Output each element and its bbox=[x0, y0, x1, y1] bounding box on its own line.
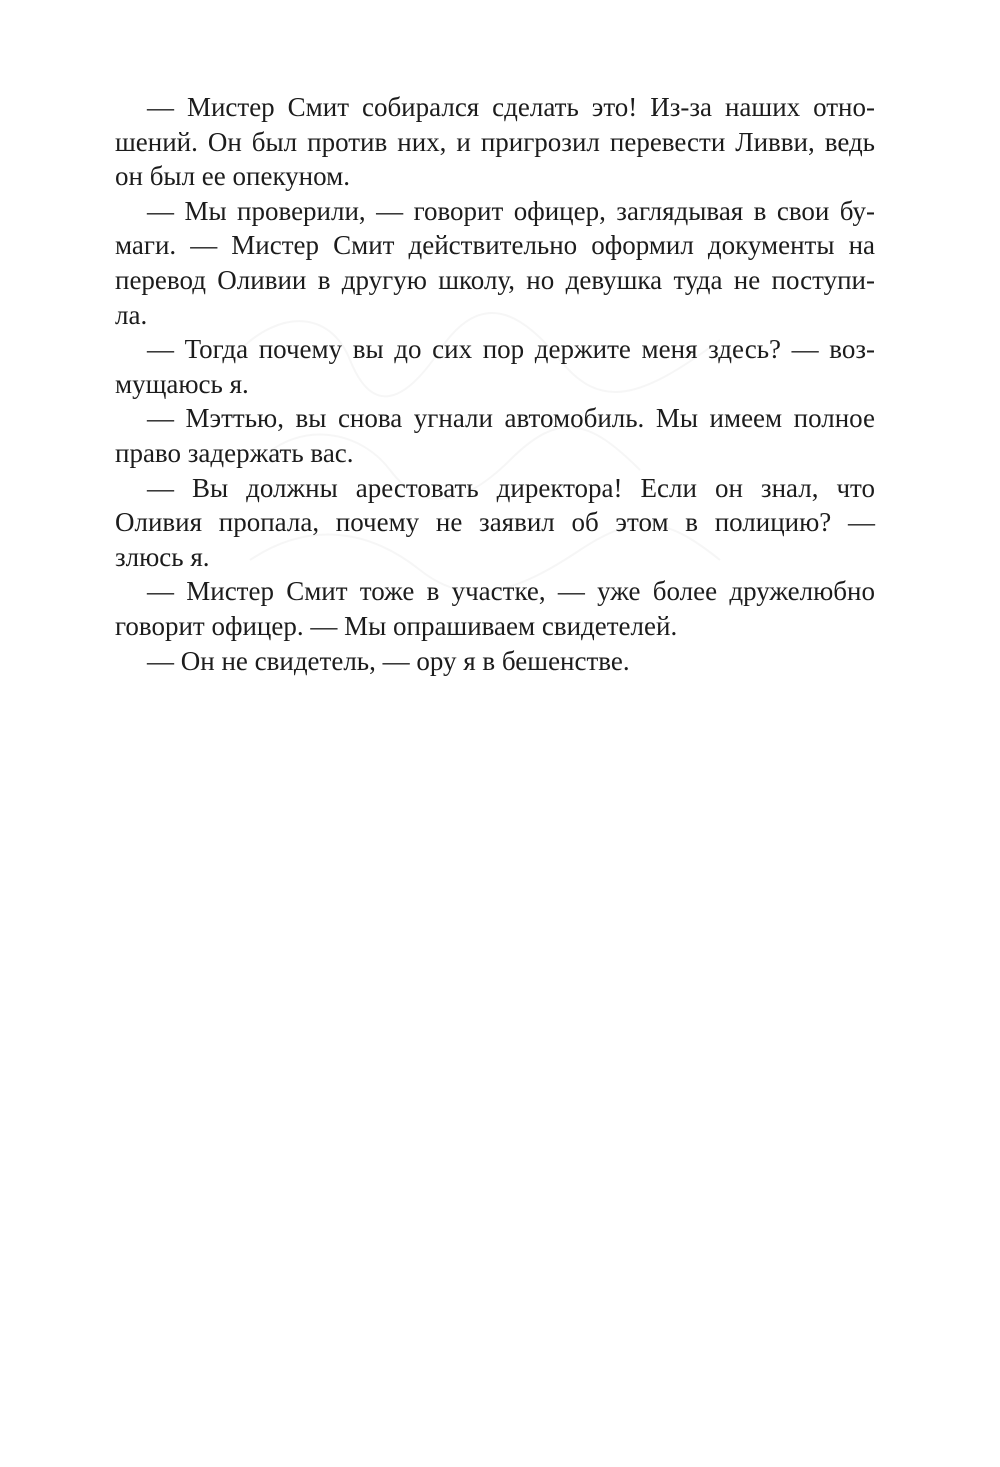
text-line: — Мистер Смит собирался сделать это! Из-за наших отно- bbox=[147, 92, 875, 122]
body-text bbox=[115, 90, 875, 678]
text-line: — Мистер Смит тоже в участке, — уже более дружелюбно bbox=[147, 576, 875, 607]
text-line: маги. — Мистер Смит действительно оформил документы на bbox=[115, 230, 875, 261]
text-line: он был ее опекуном. bbox=[115, 161, 350, 192]
text-line: шений. Он был против них, и пригрозил перевести Ливви, ведь bbox=[115, 126, 875, 157]
text-line: — Мы проверили, — говорит офицер, заглядывая в свои бу- bbox=[147, 195, 875, 226]
text-line: мущаюсь я. bbox=[115, 368, 249, 399]
text-line: — Тогда почему вы до сих пор держите меня здесь? — воз- bbox=[147, 334, 875, 365]
text-line: перевод Оливии в другую школу, но девушка туда не поступи- bbox=[115, 264, 875, 295]
text-line: — Вы должны арестовать директора! Если он знал, что bbox=[147, 472, 875, 503]
text-line: злюсь я. bbox=[115, 541, 210, 572]
text-line: право задержать вас. bbox=[115, 437, 354, 468]
text-line: Оливия пропала, почему не заявил об этом в полицию? — bbox=[115, 507, 875, 538]
text-line: ла. bbox=[115, 299, 148, 330]
text-line: — Он не свидетель, — ору я в бешенстве. bbox=[147, 645, 630, 676]
text-line: говорит офицер. — Мы опрашиваем свидетелей. bbox=[115, 610, 678, 641]
text-line: — Мэттью, вы снова угнали автомобиль. Мы имеем полное bbox=[147, 403, 875, 434]
